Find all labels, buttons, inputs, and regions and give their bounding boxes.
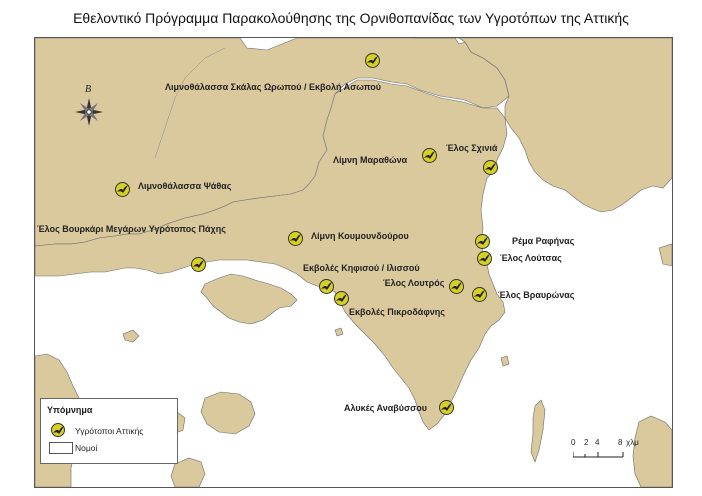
land-islet [123,330,139,342]
wetland-site-marker[interactable] [115,182,130,197]
site-label: Λιμνοθάλασσα Σκάλας Ωρωπού / Εκβολή Ασωπού [165,82,382,92]
compass-north-label: Β [85,84,92,95]
scale-bar-graphic [573,450,633,460]
wetland-site-marker[interactable] [191,257,206,272]
north-arrow [70,84,108,136]
wetland-site-marker[interactable] [483,160,498,175]
wetland-site-marker[interactable] [422,148,437,163]
land-andros [659,244,672,266]
site-label: Αλυκές Αναβύσσου [344,403,428,413]
map-legend [40,398,178,464]
bird-icon [485,163,496,172]
wetland-site-icon [51,423,65,437]
legend-title: Υπόμνημα [47,405,93,415]
bird-icon [479,254,490,263]
site-label: Λίμνη Μαραθώνα [333,155,408,165]
scale-bar [571,438,637,464]
wetland-site-marker[interactable] [472,287,487,302]
bird-icon [441,403,452,412]
site-label: Εκβολές Κηφισού / Ιλισσού [303,263,420,273]
wetland-site-marker[interactable] [475,234,490,249]
legend-item-label: Νομοί [75,443,98,453]
site-label: Εκβολές Πικροδάφνης [349,307,445,317]
wetland-site-marker[interactable] [439,400,454,415]
wetland-site-marker[interactable] [334,291,349,306]
site-label: Έλος Λούτσας [500,253,562,263]
scale-unit-label: χλμ [626,438,639,447]
legend-item-label: Υγρότοποι Αττικής [75,426,144,436]
wetland-site-marker[interactable] [449,279,464,294]
bird-icon [451,282,462,291]
wetland-site-marker[interactable] [319,279,334,294]
bird-icon [321,282,332,291]
prefecture-polygon-swatch [49,442,73,454]
site-label: Λιμνοθάλασσα Ψάθας [138,181,232,191]
scale-tick-label: 4 [595,438,600,447]
wetland-site-marker[interactable] [477,251,492,266]
land-salamina [201,274,297,324]
site-label: Ρέμα Ραφήνας [512,236,575,246]
site-label: Λίμνη Κουμουνδούρου [311,231,409,241]
site-label: Έλος Λουτρός [383,278,445,288]
land-islet [335,328,343,336]
land-makronisos [531,400,545,462]
bird-icon [424,151,435,160]
bird-icon [477,237,488,246]
bird-icon [367,56,378,65]
bird-icon [193,260,204,269]
land-islet [501,356,509,366]
land-kea [633,416,672,487]
wetland-site-marker[interactable] [365,53,380,68]
bird-icon [53,426,64,435]
scale-tick-label: 0 [571,438,576,447]
bird-icon [474,290,485,299]
map-title: Εθελοντικό Πρόγραμμα Παρακολούθησης της Ορνιθοπανίδας των Υγροτόπων της Αττικής [73,10,629,26]
site-label: Έλος Βουρκάρι Μεγάρων Υγρότοπος Πάχης [37,224,226,234]
bird-icon [336,294,347,303]
bird-icon [117,185,128,194]
land-aegina [201,392,255,434]
wetland-site-marker[interactable] [288,231,303,246]
site-label: Έλος Βραυρώνας [498,290,575,300]
site-label: Έλος Σχινιά [446,143,498,153]
bird-icon [290,234,301,243]
scale-tick-label: 2 [584,438,589,447]
scale-tick-label: 8 [618,438,623,447]
